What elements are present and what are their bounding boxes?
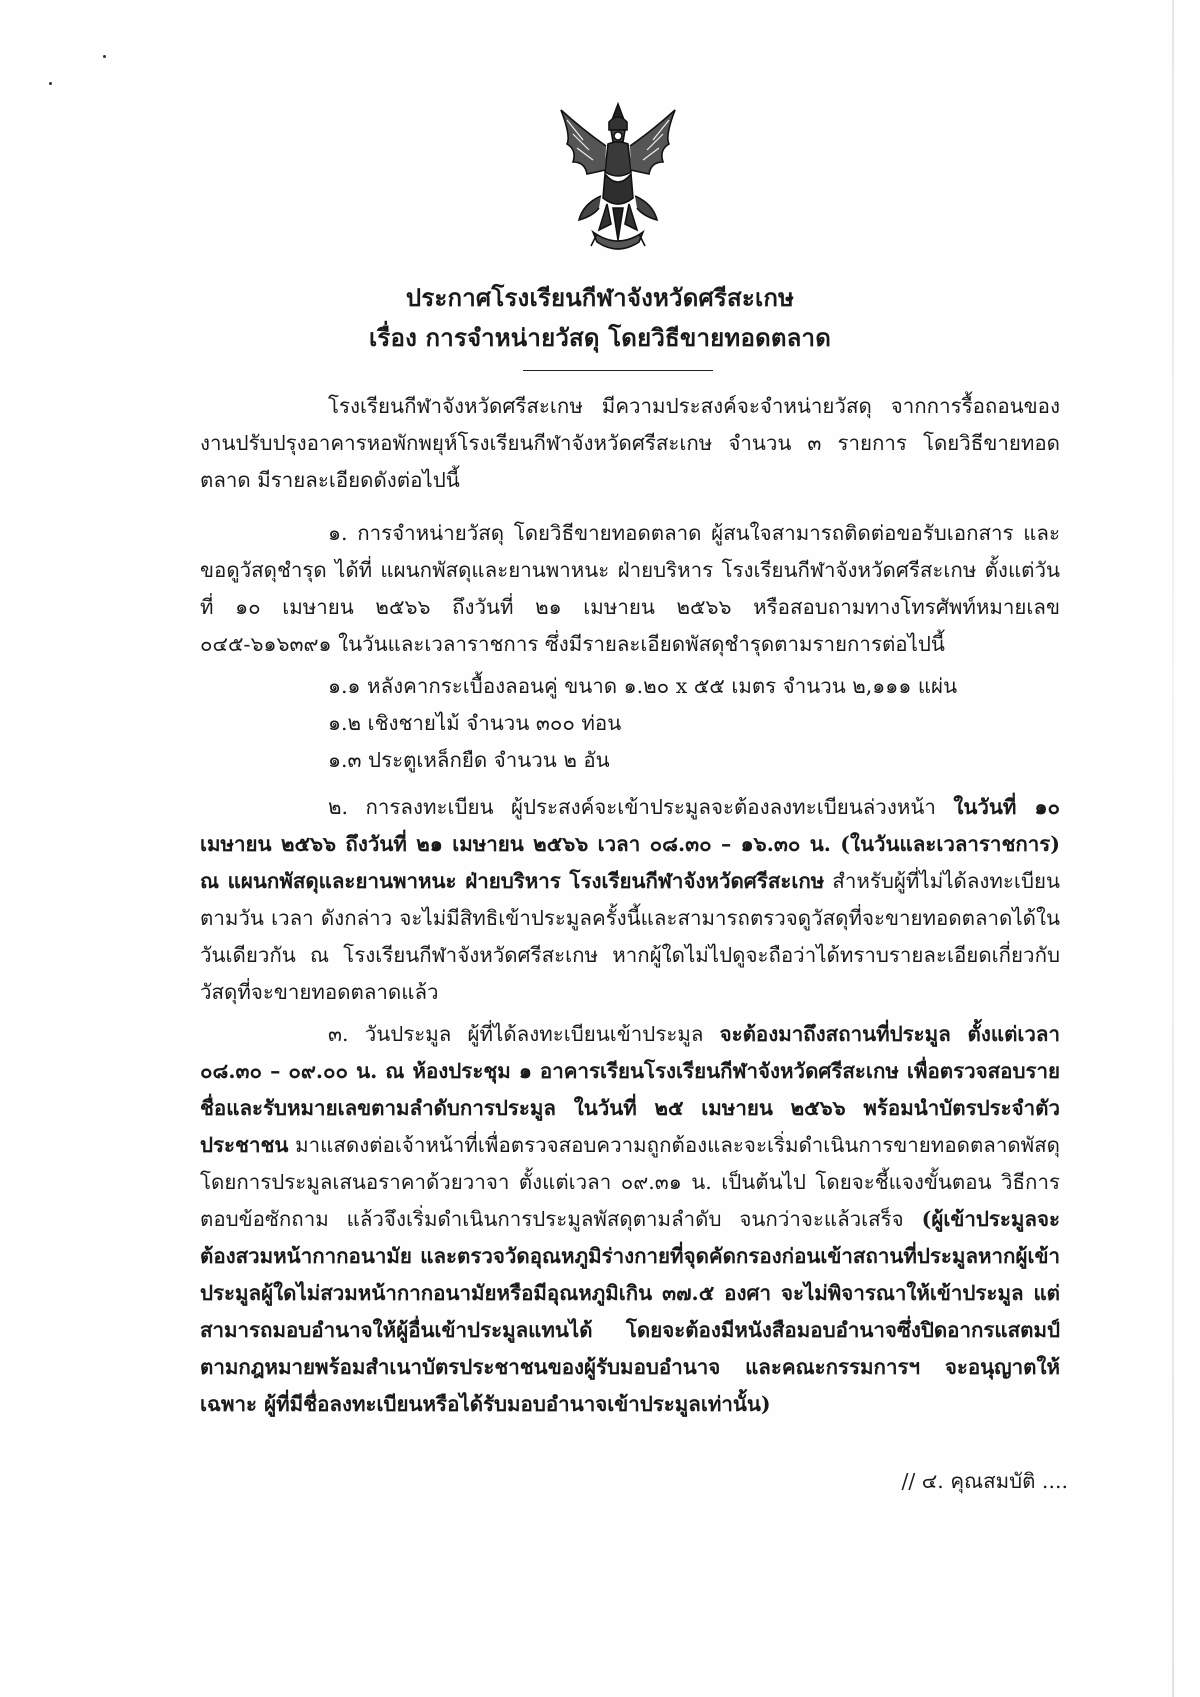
scan-speck: [49, 82, 52, 85]
section-2-bold: ในวันที่ ๑๐ เมษายน ๒๕๖๖ ถึงวันที่ ๒๑ เมษายน ๒๕๖๖ เวลา ๐๘.๓๐ – ๑๖.๓๐ น. (ในวันและเวลาราชการ) ณ แผนกพัสดุและยานพาหนะ ฝ่ายบริหาร โรงเรียนกีฬาจังหวัดศรีสะเกษ: [200, 795, 1060, 893]
section-3-bold-1: จะต้องมาถึงสถานที่ประมูล ตั้งแต่เวลา ๐๘.๓๐ – ๐๙.๐๐ น. ณ ห้องประชุม ๑ อาคารเรียนโรงเรียนกีฬาจังหวัดศรีสะเกษ เพื่อตรวจสอบรายชื่อและรับหมายเลขตามลำดับการประมูล ในวันที่ ๒๕ เมษายน ๒๕๖๖ พร้อมนำบัตรประจำตัวประชาชน: [200, 1022, 1060, 1157]
section-2-paragraph: [200, 789, 1060, 1011]
section-3-mid: มาแสดงต่อเจ้าหน้าที่เพื่อตรวจสอบความถูกต้องและจะเริ่มดำเนินการขายทอดตลาดพัสดุโดยการประมูลเสนอราคาด้วยวาจา ตั้งแต่เวลา ๐๙.๓๑ น. เป็นต้นไป โดยจะชี้แจงขั้นตอน วิธีการ ตอบข้อซักถาม แล้วจึงเริ่มดำเนินการประมูลพัสดุตามลำดับ จนกว่าจะแล้วเสร็จ: [200, 1133, 1060, 1231]
intro-paragraph: โรงเรียนกีฬาจังหวัดศรีสะเกษ มีความประสงค์จะจำหน่ายวัสดุ จากการรื้อถอนของงานปรับปรุงอาคารหอพักพยุห์โรงเรียนกีฬาจังหวัดศรีสะเกษ จำนวน ๓ รายการ โดยวิธีขายทอดตลาด มีรายละเอียดดังต่อไปนี้: [200, 394, 1060, 492]
scan-speck: [103, 55, 106, 58]
document-body: [200, 388, 1060, 1428]
section-3-paragraph: [200, 1016, 1060, 1423]
list-item: ๑.๑ หลังคากระเบื้องลอนคู่ ขนาด ๑.๒๐ x ๕๕ เมตร จำนวน ๒,๑๑๑ แผ่น: [328, 674, 958, 698]
announcement-subject: เรื่อง การจำหน่ายวัสดุ โดยวิธีขายทอดตลาด: [368, 323, 832, 352]
continuation-note: // ๔. คุณสมบัติ ....: [901, 1469, 1068, 1493]
garuda-emblem-icon: [553, 100, 683, 255]
announcement-title: ประกาศโรงเรียนกีฬาจังหวัดศรีสะเกษ: [405, 283, 795, 312]
section-3-lead: ๓. วันประมูล ผู้ที่ได้ลงทะเบียนเข้าประมูล: [328, 1022, 720, 1046]
list-item: ๑.๓ ประตูเหล็กยืด จำนวน ๒ อัน: [328, 748, 610, 772]
section-1-paragraph: ๑. การจำหน่ายวัสดุ โดยวิธีขายทอดตลาด ผู้สนใจสามารถติดต่อขอรับเอกสาร และขอดูวัสดุชำรุด ได้ที่ แผนกพัสดุและยานพาหนะ ฝ่ายบริหาร โรงเรียนกีฬาจังหวัดศรีสะเกษ ตั้งแต่วันที่ ๑๐ เมษายน ๒๕๖๖ ถึงวันที่ ๒๑ เมษายน ๒๕๖๖ หรือสอบถามทางโทรศัพท์หมายเลข ๐๔๕-๖๑๖๓๙๑ ในวันและเวลาราชการ ซึ่งมีรายละเอียดพัสดุชำรุดตามรายการต่อไปนี้: [200, 521, 1060, 656]
scan-edge: [1172, 0, 1174, 1697]
section-2-lead: ๒. การลงทะเบียน ผู้ประสงค์จะเข้าประมูลจะต้องลงทะเบียนล่วงหน้า: [328, 795, 954, 819]
section-3-bold-2: (ผู้เข้าประมูลจะต้องสวมหน้ากากอนามัย และตรวจวัดอุณหภูมิร่างกายที่จุดคัดกรองก่อนเข้าสถานที่ประมูลหากผู้เข้าประมูลผู้ใดไม่สวมหน้ากากอนามัยหรือมีอุณหภูมิเกิน ๓๗.๕ องศา จะไม่พิจารณาให้เข้าประมูล แต่สามารถมอบอำนาจให้ผู้อื่นเข้าประมูลแทนได้ โดยจะต้องมีหนังสือมอบอำนาจซึ่งปิดอากรแสตมป์ตามกฎหมายพร้อมสำเนาบัตรประชาชนของผู้รับมอบอำนาจ และคณะกรรมการฯ จะอนุญาตให้เฉพาะ ผู้ที่มีชื่อลงทะเบียนหรือได้รับมอบอำนาจเข้าประมูลเท่านั้น): [200, 1207, 1060, 1416]
section-2-rest: สำหรับผู้ที่ไม่ได้ลงทะเบียนตามวัน เวลา ดังกล่าว จะไม่มีสิทธิเข้าประมูลครั้งนี้และสามารถตรวจดูวัสดุที่จะขายทอดตลาดได้ในวันเดียวกัน ณ โรงเรียนกีฬาจังหวัดศรีสะเกษ หากผู้ใดไม่ไปดูจะถือว่าได้ทราบรายละเอียดเกี่ยวกับวัสดุที่จะขายทอดตลาดแล้ว: [200, 869, 1060, 1004]
list-item: ๑.๒ เชิงชายไม้ จำนวน ๓๐๐ ท่อน: [328, 711, 622, 735]
title-divider: [523, 370, 713, 371]
